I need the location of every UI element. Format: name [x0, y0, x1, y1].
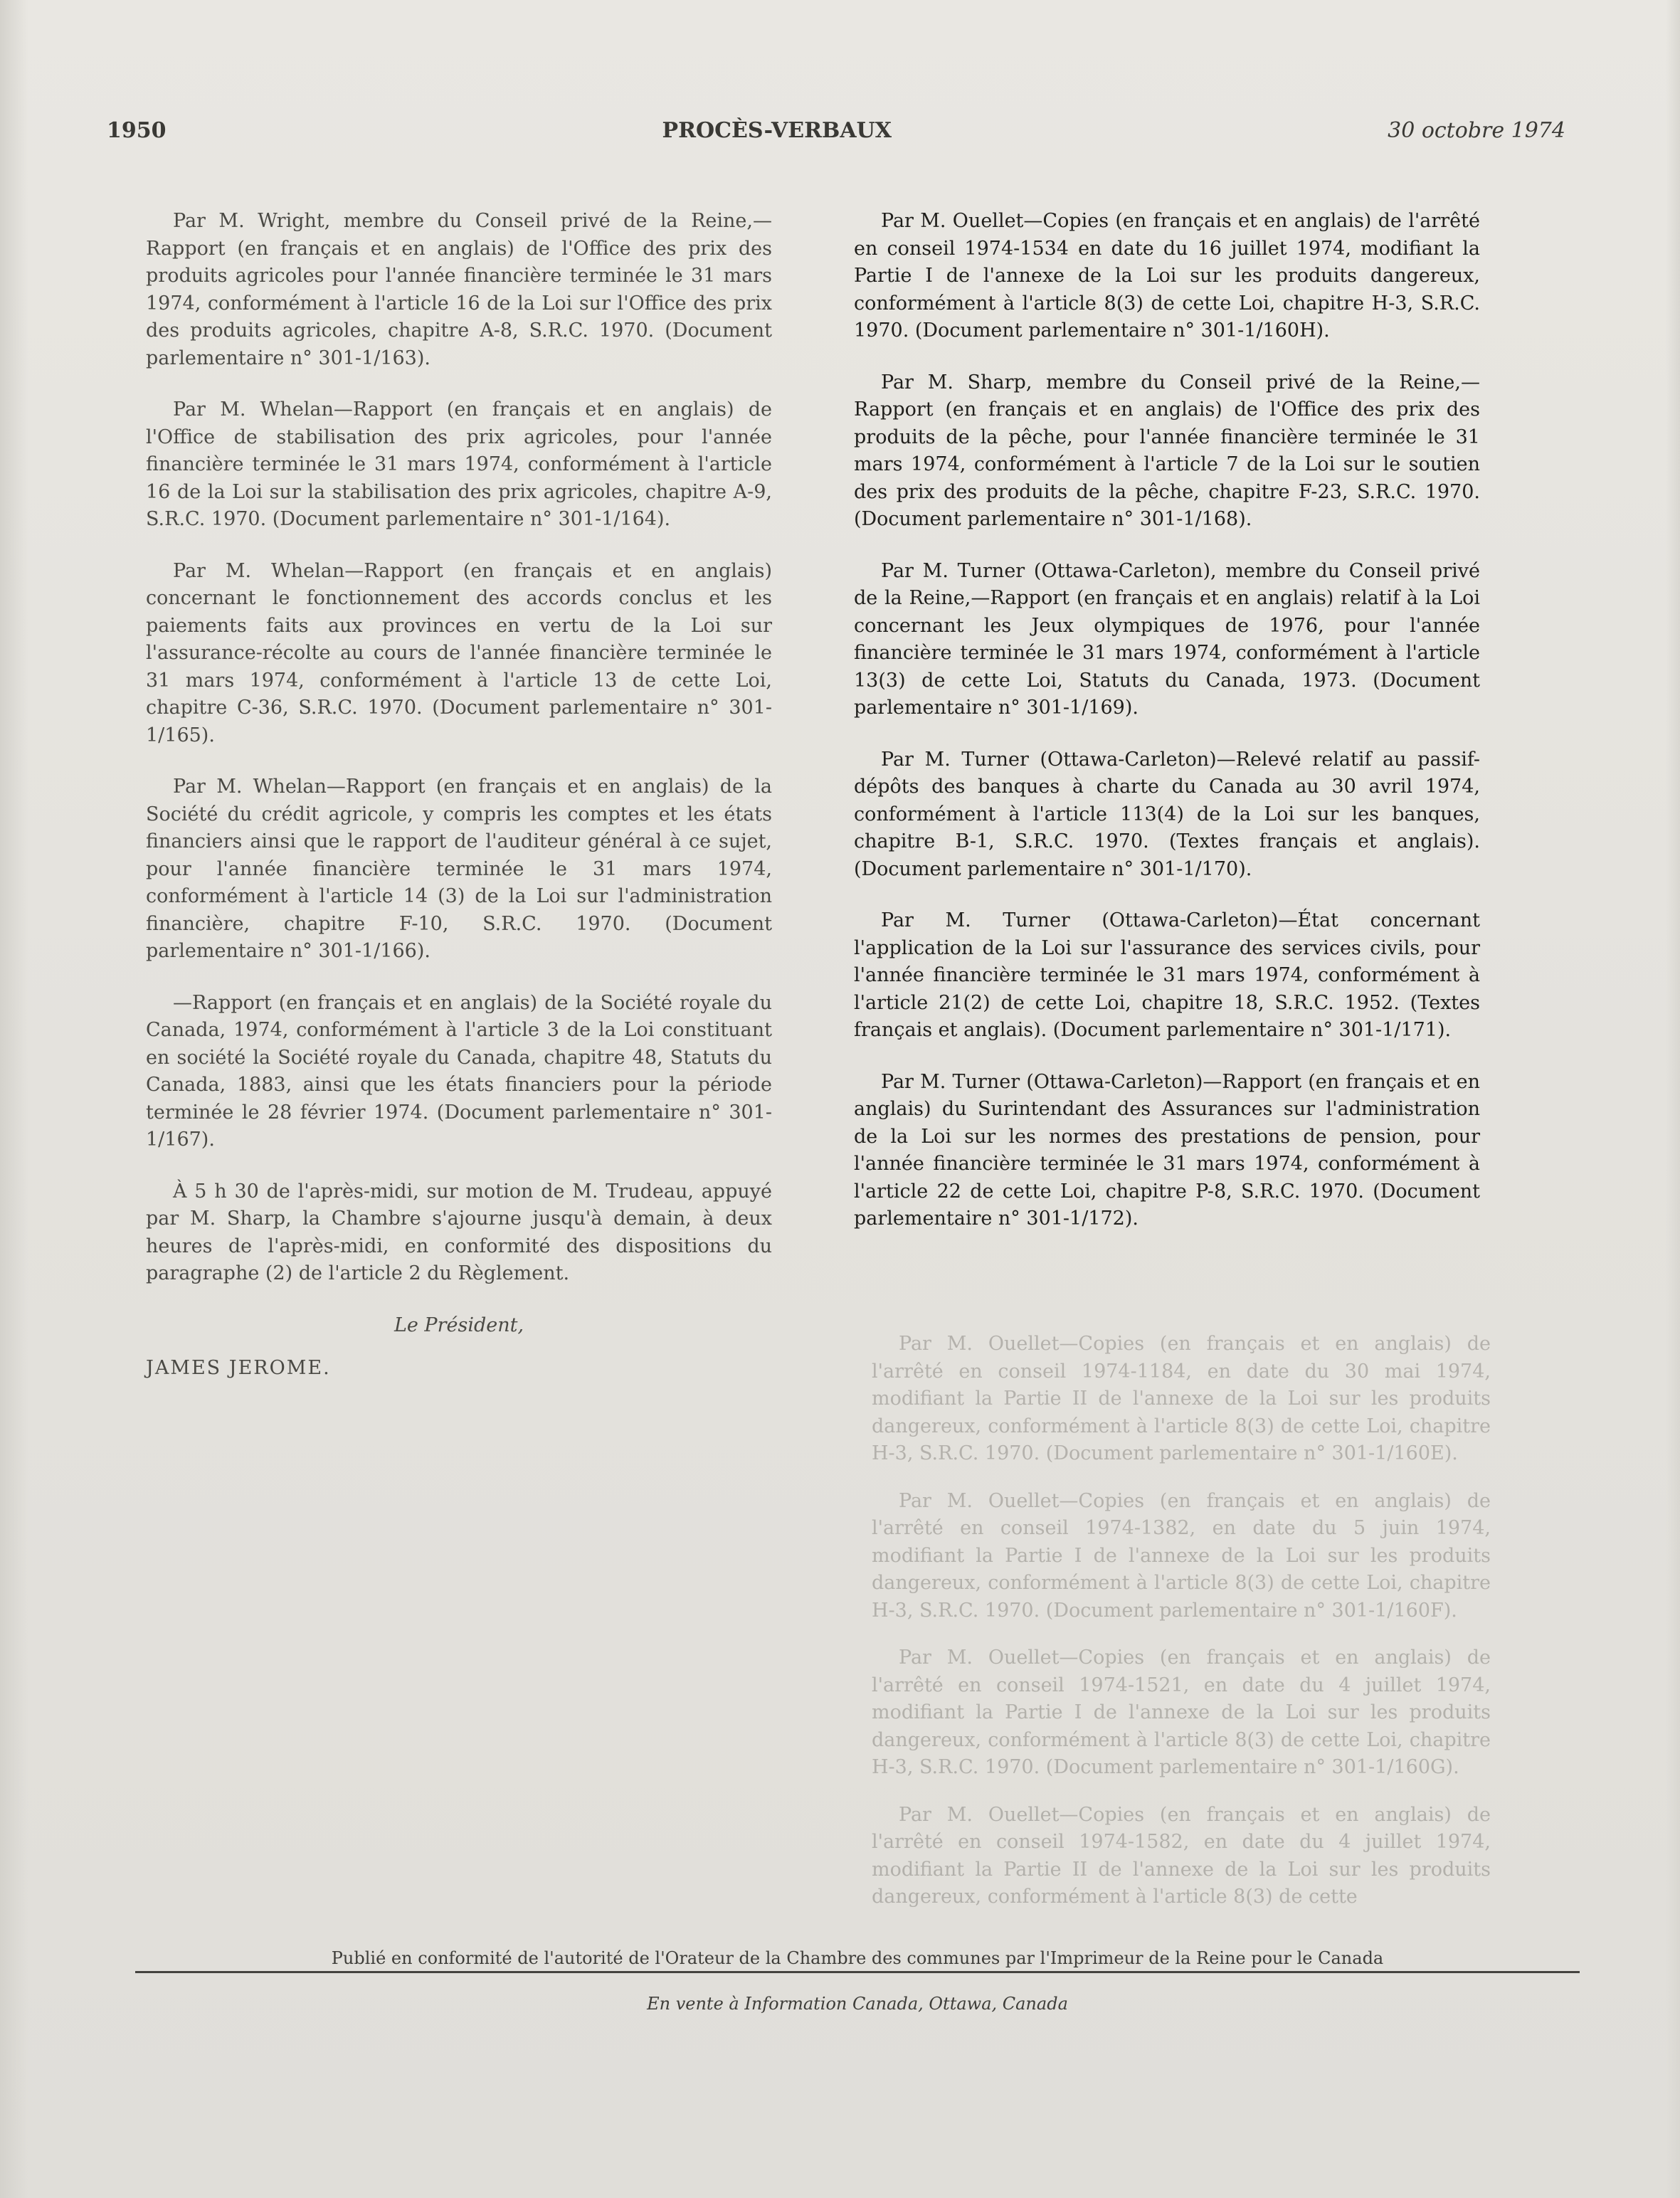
- paragraph: Par M. Wright, membre du Conseil privé de la Reine,—Rapport (en français et en anglais) de l'Office des prix des produits agricoles pour l'année financière terminée le 31 mars 1974, conformément à l'article 16 de la Loi sur l'Office des prix des produits agricoles, chapitre A-8, S.R.C. 1970. (Document parlementaire n° 301-1/163).: [146, 210, 772, 369]
- header-title: PROCÈS-VERBAUX: [662, 117, 892, 143]
- paragraph: Par M. Whelan—Rapport (en français et en anglais) concernant le fonctionnement des accords conclus et les paiements faits aux provinces en vertu de la Loi sur l'assurance-récolte au cours de l'année financière terminée le 31 mars 1974, conformément à l'article 13 de cette Loi, chapitre C-36, S.R.C. 1970. (Document parlementaire n° 301-1/165).: [146, 559, 772, 746]
- page-edge-shadow: [1666, 0, 1680, 2198]
- signature-block: [146, 1312, 772, 1383]
- left-column: [146, 208, 772, 1383]
- sale-line: En vente à Information Canada, Ottawa, Canada: [647, 1994, 1068, 2014]
- paragraph: —Rapport (en français et en anglais) de la Société royale du Canada, 1974, conformément à l'article 3 de la Loi constituant en société la Société royale du Canada, chapitre 48, Statuts du Canada, 1883, ainsi que les états financiers pour la période terminée le 28 février 1974. (Document parlementaire n° 301-1/167).: [146, 991, 772, 1151]
- right-column: [854, 208, 1480, 1257]
- paragraph: À 5 h 30 de l'après-midi, sur motion de M. Trudeau, appuyé par M. Sharp, la Chambre s'ajourne jusqu'à demain, à deux heures de l'après-midi, en conformité des dispositions du paragraphe (2) de l'article 2 du Règlement.: [146, 1180, 772, 1284]
- paragraph: Par M. Turner (Ottawa-Carleton)—État concernant l'application de la Loi sur l'assurance des services civils, pour l'année financière terminée le 31 mars 1974, conformément à l'article 21(2) de cette Loi, chapitre 18, S.R.C. 1952. (Textes français et anglais). (Document parlementaire n° 301-1/171).: [854, 909, 1480, 1041]
- paragraph: Par M. Turner (Ottawa-Carleton), membre du Conseil privé de la Reine,—Rapport (en français et en anglais) relatif à la Loi concernant les Jeux olympiques de 1976, pour l'année financière terminée le 31 mars 1974, conformément à l'article 13(3) de cette Loi, Statuts du Canada, 1973. (Document parlementaire n° 301-1/169).: [854, 559, 1480, 719]
- paragraph: Par M. Ouellet—Copies (en français et en anglais) de l'arrêté en conseil 1974-1382, en date du 5 juin 1974, modifiant la Partie I de l'annexe de la Loi sur les produits dangereux, conformément à l'article 8(3) de cette Loi, chapitre H-3, S.R.C. 1970. (Document parlementaire n° 301-1/160F).: [872, 1489, 1491, 1622]
- paragraph: Par M. Sharp, membre du Conseil privé de la Reine,—Rapport (en français et en anglais) de l'Office des prix des produits de la pêche, pour l'année financière terminée le 31 mars 1974, conformément à l'article 7 de la Loi sur le soutien des prix des produits de la pêche, chapitre F-23, S.R.C. 1970. (Document parlementaire n° 301-1/168).: [854, 371, 1480, 530]
- paragraph: Par M. Ouellet—Copies (en français et en anglais) de l'arrêté en conseil 1974-1184, en date du 30 mai 1974, modifiant la Partie II de l'annexe de la Loi sur les produits dangereux, conformément à l'article 8(3) de cette Loi, chapitre H-3, S.R.C. 1970. (Document parlementaire n° 301-1/160E).: [872, 1333, 1491, 1464]
- signature-name: JAMES JEROME.: [146, 1357, 331, 1379]
- bleed-through-text: [872, 1331, 1491, 1931]
- header-date: 30 octobre 1974: [1388, 117, 1565, 143]
- paragraph: Par M. Turner (Ottawa-Carleton)—Rapport (en français et en anglais) du Surintendant des Assurances sur l'administration de la Loi sur les normes des prestations de pension, pour l'année financière terminée le 31 mars 1974, conformément à l'article 22 de cette Loi, chapitre P-8, S.R.C. 1970. (Document parlementaire n° 301-1/172).: [854, 1070, 1480, 1230]
- paragraph: Par M. Ouellet—Copies (en français et en anglais) de l'arrêté en conseil 1974-1534 en date du 16 juillet 1974, modifiant la Partie I de l'annexe de la Loi sur les produits dangereux, conformément à l'article 8(3) de cette Loi, chapitre H-3, S.R.C. 1970. (Document parlementaire n° 301-1/160H).: [854, 210, 1480, 342]
- paragraph: Par M. Turner (Ottawa-Carleton)—Relevé relatif au passif-dépôts des banques à charte du Canada au 30 avril 1974, conformément à l'article 113(4) de la Loi sur les banques, chapitre B-1, S.R.C. 1970. (Textes français et anglais). (Document parlementaire n° 301-1/170).: [854, 748, 1480, 880]
- page-number: 1950: [107, 117, 167, 143]
- paragraph: Par M. Ouellet—Copies (en français et en anglais) de l'arrêté en conseil 1974-1521, en date du 4 juillet 1974, modifiant la Partie I de l'annexe de la Loi sur les produits dangereux, conformément à l'article 8(3) de cette Loi, chapitre H-3, S.R.C. 1970. (Document parlementaire n° 301-1/160G).: [872, 1647, 1491, 1778]
- paragraph: Par M. Ouellet—Copies (en français et en anglais) de l'arrêté en conseil 1974-1582, en date du 4 juillet 1974, modifiant la Partie II de l'annexe de la Loi sur les produits dangereux, conformément à l'article 8(3) de cette: [872, 1803, 1491, 1908]
- footer-rule: [135, 1971, 1580, 1973]
- printer-line: Publié en conformité de l'autorité de l'Orateur de la Chambre des communes par l'Imprimeur de la Reine pour le Canada: [331, 1948, 1384, 1968]
- signature-label: Le Président,: [393, 1314, 524, 1336]
- paragraph: Par M. Whelan—Rapport (en français et en anglais) de l'Office de stabilisation des prix agricoles, pour l'année financière terminée le 31 mars 1974, conformément à l'article 16 de la Loi sur la stabilisation des prix agricoles, chapitre A-9, S.R.C. 1970. (Document parlementaire n° 301-1/164).: [146, 398, 772, 530]
- page-edge-shadow: [0, 0, 28, 2198]
- running-header: [107, 112, 1565, 148]
- paragraph: Par M. Whelan—Rapport (en français et en anglais) de la Société du crédit agricole, y compris les comptes et les états financiers ainsi que le rapport de l'auditeur général à ce sujet, pour l'année financière terminée le 31 mars 1974, conformément à l'article 14 (3) de la Loi sur l'administration financière, chapitre F-10, S.R.C. 1970. (Document parlementaire n° 301-1/166).: [146, 776, 772, 962]
